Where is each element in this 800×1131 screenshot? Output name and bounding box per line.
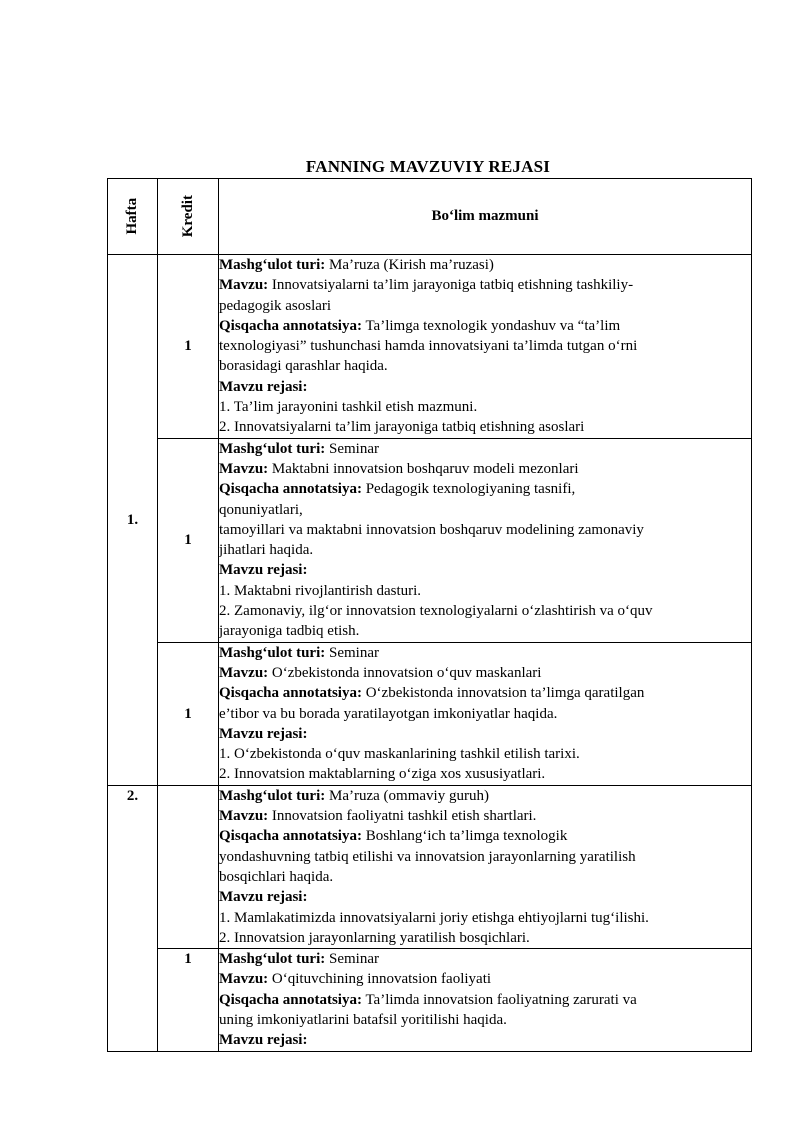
plan-label-text: Mavzu rejasi: [219, 378, 308, 395]
annotation-line [219, 990, 751, 1010]
header-credit [158, 179, 219, 255]
annotation-line-cont: borasidagi qarashlar haqida. [219, 358, 388, 375]
credit-cell [158, 785, 219, 948]
annotation-line-cont: e’tibor va bu borada yaratilayotgan imkoniyatlar haqida. [219, 705, 558, 722]
annotation-line-cont: tamoyillari va maktabni innovatsion boshqaruv modelining zamonaviy [219, 521, 644, 538]
plan-item: 2. Innovatsion jarayonlarning yaratilish bosqichlari. [219, 929, 530, 946]
plan-item: 2. Innovatsion maktablarning o‘ziga xos xususiyatlari. [219, 766, 546, 783]
header-week-label: Hafta [124, 198, 141, 235]
annotation-line-cont: uning imkoniyatlarini batafsil yoritilishi haqida. [219, 1011, 507, 1028]
type-line [219, 786, 751, 806]
annotation-label: Qisqacha annotatsiya: [219, 481, 362, 498]
type-value: Seminar [329, 951, 379, 968]
topic-label: Mavzu: [219, 808, 269, 825]
annotation-value: Ta’limda innovatsion faoliyatning zarurati va [365, 991, 637, 1008]
annotation-value: Ta’limga texnologik yondashuv va “ta’lim [365, 317, 621, 334]
topic-value: O‘qituvchining innovatsion faoliyati [271, 971, 492, 988]
week-cell-1: 1. [108, 255, 158, 786]
header-week [108, 179, 158, 255]
plan-item: 1. O‘zbekistonda o‘quv maskanlarining tashkil etilish tarixi. [219, 746, 580, 763]
annotation-line-cont: qonuniyatlari, [219, 501, 303, 518]
content-cell [219, 949, 752, 1051]
table-row [108, 642, 752, 785]
annotation-label: Qisqacha annotatsiya: [219, 317, 362, 334]
topic-label: Mavzu: [219, 971, 269, 988]
type-value: Seminar [329, 644, 379, 661]
annotation-label: Qisqacha annotatsiya: [219, 828, 362, 845]
type-label: Mashg‘ulot turi: [219, 951, 326, 968]
header-credit-label: Kredit [179, 195, 196, 238]
credit-cell: 1 [158, 642, 219, 785]
type-value: Ma’ruza (Kirish ma’ruzasi) [329, 257, 494, 273]
credit-cell: 1 [158, 438, 219, 642]
plan-item-cont: jarayoniga tadbiq etish. [219, 623, 360, 640]
topic-label: Mavzu: [219, 277, 269, 294]
annotation-value: O‘zbekistonda innovatsion ta’limga qaratilgan [365, 685, 645, 702]
topic-value: Innovatsion faoliyatni tashkil etish shartlari. [271, 808, 537, 825]
type-value: Seminar [329, 440, 379, 457]
topic-label: Mavzu: [219, 664, 269, 681]
plan-label [219, 724, 751, 744]
table-row [108, 255, 752, 439]
plan-label-text: Mavzu rejasi: [219, 562, 308, 579]
plan-label [219, 377, 751, 397]
annotation-line-cont: jihatlari haqida. [219, 542, 314, 559]
thematic-plan-table [107, 178, 752, 1052]
topic-line [219, 969, 751, 989]
annotation-label: Qisqacha annotatsiya: [219, 991, 362, 1008]
page-title: FANNING MAVZUVIY REJASI [305, 157, 551, 176]
annotation-line-cont: texnologiyasi” tushunchasi hamda innovatsiyani ta’limda tutgan o‘rni [219, 338, 638, 355]
type-label: Mashg‘ulot turi: [219, 787, 326, 804]
topic-line [219, 806, 751, 826]
header-content: Bo‘lim mazmuni [219, 179, 752, 255]
topic-line [219, 663, 751, 683]
type-line [219, 255, 751, 275]
type-line [219, 643, 751, 663]
annotation-line [219, 479, 751, 499]
credit-cell: 1 [158, 949, 219, 1051]
topic-line [219, 275, 751, 295]
table-row [108, 785, 752, 948]
annotation-line [219, 826, 751, 846]
content-cell [219, 255, 752, 439]
annotation-line-cont: yondashuvning tatbiq etilishi va innovatsion jarayonlarning yaratilish [219, 848, 636, 865]
annotation-line-cont: bosqichlari haqida. [219, 868, 334, 885]
topic-label: Mavzu: [219, 460, 269, 477]
content-cell [219, 785, 752, 948]
plan-item: 1. Ta’lim jarayonini tashkil etish mazmuni. [219, 399, 478, 416]
plan-item: 1. Mamlakatimizda innovatsiyalarni joriy etishga ehtiyojlarni tug‘ilishi. [219, 909, 649, 926]
type-value: Ma’ruza (ommaviy guruh) [329, 787, 489, 804]
plan-label [219, 1030, 751, 1050]
annotation-label: Qisqacha annotatsiya: [219, 685, 362, 702]
plan-label-text: Mavzu rejasi: [219, 889, 308, 906]
type-label: Mashg‘ulot turi: [219, 644, 326, 661]
plan-label [219, 887, 751, 907]
table-row [108, 949, 752, 1051]
table-row [108, 438, 752, 642]
annotation-line [219, 683, 751, 703]
credit-cell: 1 [158, 255, 219, 439]
topic-value: O‘zbekistonda innovatsion o‘quv maskanlari [271, 664, 542, 681]
topic-value: Maktabni innovatsion boshqaruv modeli mezonlari [271, 460, 579, 477]
plan-label-text: Mavzu rejasi: [219, 725, 308, 742]
type-line [219, 439, 751, 459]
topic-line [219, 459, 751, 479]
type-label: Mashg‘ulot turi: [219, 440, 326, 457]
type-line [219, 949, 751, 969]
plan-label [219, 560, 751, 580]
week-cell-2: 2. [108, 785, 158, 1051]
table-header-row [108, 179, 752, 255]
annotation-line [219, 316, 751, 336]
plan-item: 2. Zamonaviy, ilg‘or innovatsion texnologiyalarni o‘zlashtirish va o‘quv [219, 603, 653, 620]
plan-item: 1. Maktabni rivojlantirish dasturi. [219, 582, 422, 599]
plan-label-text: Mavzu rejasi: [219, 1032, 308, 1049]
annotation-value: Boshlang‘ich ta’limga texnologik [365, 828, 568, 845]
content-cell [219, 642, 752, 785]
plan-item: 2. Innovatsiyalarni ta’lim jarayoniga tatbiq etishning asoslari [219, 419, 585, 436]
topic-value: Innovatsiyalarni ta’lim jarayoniga tatbiq etishning tashkiliy- [271, 277, 634, 294]
annotation-value: Pedagogik texnologiyaning tasnifi, [365, 481, 576, 498]
topic-line-cont: pedagogik asoslari [219, 297, 332, 314]
content-cell [219, 438, 752, 642]
type-label: Mashg‘ulot turi: [219, 257, 326, 273]
